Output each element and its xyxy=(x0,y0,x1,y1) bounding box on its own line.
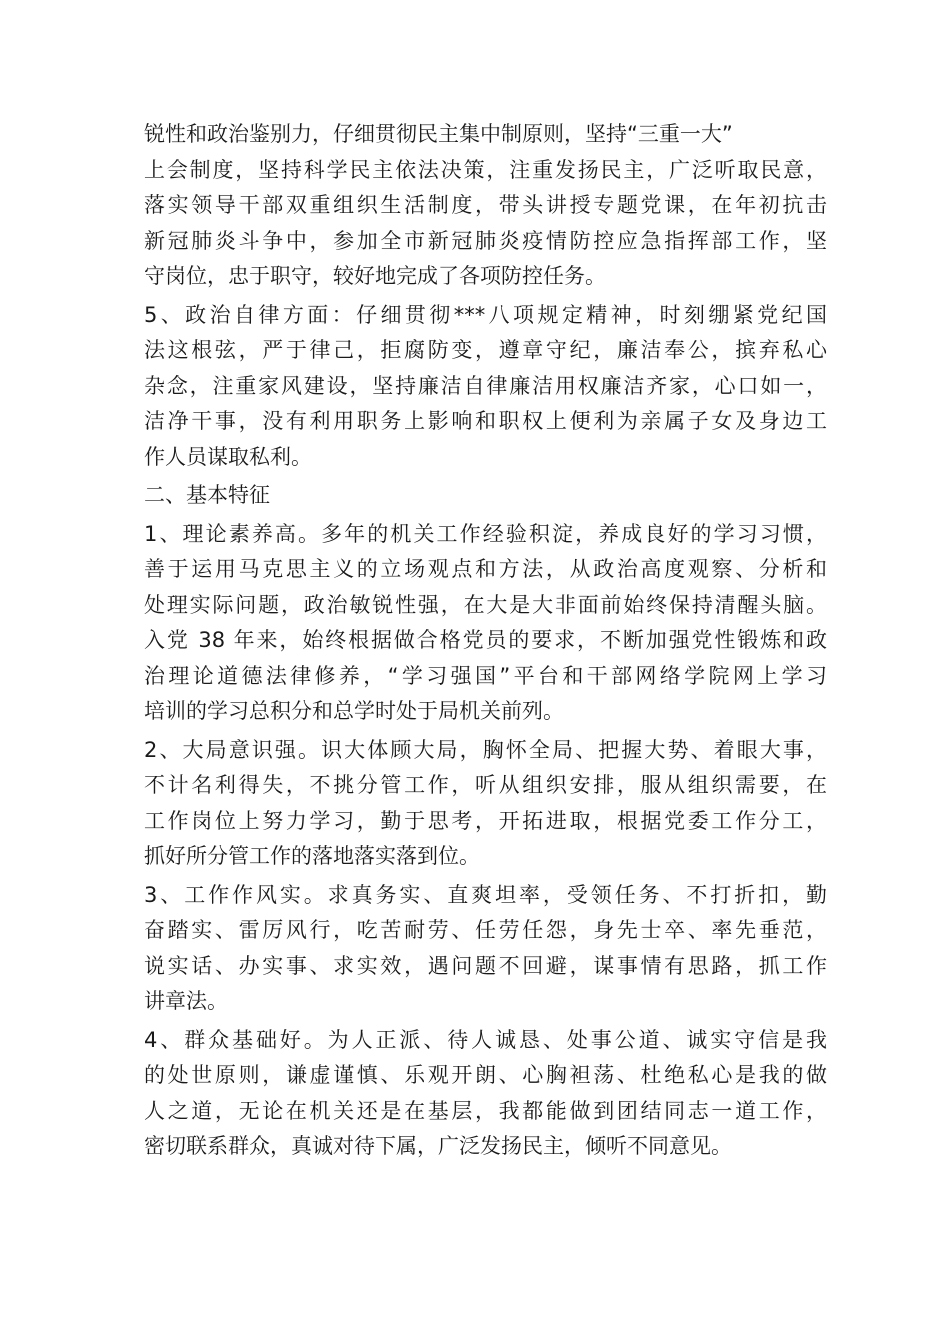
text-line: 二、基本特征 xyxy=(144,483,270,507)
text-line: 讲章法。 xyxy=(144,989,228,1013)
text-line: 不计名利得失，不挑分管工作，听从组织安排，服从组织需要，在 xyxy=(144,773,827,797)
paragraph xyxy=(144,517,827,730)
text-line: 锐性和政治鉴别力，仔细贯彻民主集中制原则，坚持“三重一大” xyxy=(144,122,733,146)
text-line: 1、理论素养高。多年的机关工作经验积淀，养成良好的学习习惯， xyxy=(144,521,827,546)
text-line: 5、政治自律方面：仔细贯彻***八项规定精神，时刻绷紧党纪国 xyxy=(144,302,827,327)
paragraph xyxy=(144,733,827,875)
text-line: 抓好所分管工作的落地落实落到位。 xyxy=(144,844,480,868)
paragraph xyxy=(144,1023,827,1165)
text-line: 说实话、办实事、求实效，遇问题不回避，谋事情有思路，抓工作 xyxy=(144,953,827,978)
text-line: 奋踏实、雷厉风行，吃苦耐劳、任劳任怨，身先士卒、率先垂范， xyxy=(144,918,827,942)
document-body xyxy=(144,117,827,1165)
paragraph xyxy=(144,298,827,476)
paragraph xyxy=(144,117,827,295)
text-line: 培训的学习总积分和总学时处于局机关前列。 xyxy=(144,699,564,723)
text-line: 3、工作作风实。求真务实、直爽坦率，受领任务、不打折扣，勤 xyxy=(144,882,827,907)
text-line: 的处世原则，谦虚谨慎、乐观开朗、心胸袒荡、杜绝私心是我的做 xyxy=(144,1063,827,1087)
text-line: 法这根弦，严于律己，拒腐防变，遵章守纪，廉洁奉公，摈弃私心 xyxy=(144,338,827,362)
text-line: 落实领导干部双重组织生活制度，带头讲授专题党课，在年初抗击 xyxy=(144,193,827,217)
text-line: 4、群众基础好。为人正派、待人诚恳、处事公道、诚实守信是我 xyxy=(144,1027,827,1052)
paragraph xyxy=(144,478,827,514)
text-line: 新冠肺炎斗争中，参加全市新冠肺炎疫情防控应急指挥部工作，坚 xyxy=(144,228,827,253)
text-line: 治理论道德法律修养，“学习强国”平台和干部网络学院网上学习 xyxy=(144,663,827,688)
text-line: 上会制度，坚持科学民主依法决策，注重发扬民主，广泛听取民意， xyxy=(144,157,827,182)
text-line: 入党 38 年来，始终根据做合格党员的要求，不断加强党性锻炼和政 xyxy=(144,628,827,652)
text-line: 杂念，注重家风建设，坚持廉洁自律廉洁用权廉洁齐家，心口如一， xyxy=(144,373,827,398)
text-line: 人之道，无论在机关还是在基层，我都能做到团结同志一道工作， xyxy=(144,1098,827,1123)
text-line: 处理实际问题，政治敏锐性强，在大是大非面前始终保持清醒头脑。 xyxy=(144,592,827,617)
paragraph xyxy=(144,878,827,1020)
text-line: 善于运用马克思主义的立场观点和方法，从政治高度观察、分析和 xyxy=(144,557,827,581)
text-line: 2、大局意识强。识大体顾大局，胸怀全局、把握大势、着眼大事， xyxy=(144,737,827,762)
text-line: 洁净干事，没有利用职务上影响和职权上便利为亲属子女及身边工 xyxy=(144,409,827,433)
text-line: 密切联系群众，真诚对待下属，广泛发扬民主，倾听不同意见。 xyxy=(144,1134,732,1158)
text-line: 作人员谋取私利。 xyxy=(144,444,312,469)
text-line: 工作岗位上努力学习，勤于思考，开拓进取，根据党委工作分工， xyxy=(144,808,827,833)
text-line: 守岗位，忠于职守，较好地完成了各项防控任务。 xyxy=(144,264,606,288)
